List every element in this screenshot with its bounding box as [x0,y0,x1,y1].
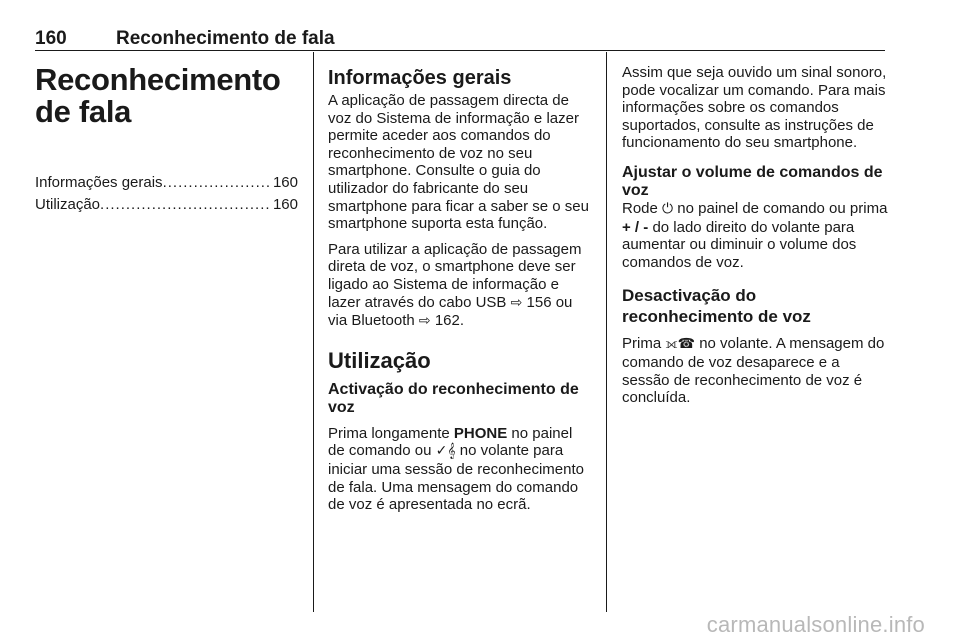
ref-arrow-icon: ⇨ [418,313,431,330]
paragraph: Prima ⟗☎ no volante. A mensagem do comando de voz desaparece e a sessão de reconhecimento de voz é concluída. [622,335,885,407]
subsection-title: Desactivação do reconhecimento de voz [622,286,811,327]
page-ref[interactable]: 156 [526,293,552,311]
toc-leader-dots [163,172,271,194]
toc-item[interactable] [35,194,298,216]
phone-button-label: PHONE [453,424,508,442]
chapter-title: Reconhecimento de fala [35,62,281,129]
volume-button-label: + / - [622,218,649,236]
column-left [35,64,298,216]
end-call-icon: ⟗☎ [665,336,696,353]
column-divider [606,52,607,612]
ref-arrow-icon: ⇨ [510,294,523,311]
running-title: Reconhecimento de fala [116,28,335,49]
section-title-usage: Utilização [328,347,431,373]
toc-leader-dots [100,194,271,216]
paragraph: Rode ⏻ no painel de comando ou prima + / - do lado direito do volante para aumentar ou diminuir o volume dos comandos de voz. [622,199,888,271]
column-middle [328,64,592,514]
paragraph: Para utilizar a aplicação de passagem direta de voz, o smartphone deve ser ligado ao Sistema de informação e lazer através do cabo USB ⇨ 156 ou via Bluetooth ⇨ 162. [328,240,582,330]
toc-item[interactable] [35,172,298,194]
column-right [622,64,888,407]
column-divider [313,52,314,612]
power-knob-icon: ⏻ [662,200,674,217]
paragraph: A aplicação de passagem directa de voz do Sistema de informação e lazer permite aceder aos comandos do reconhecimento de voz no seu smartphone. Consulte o guia do utilizador do fabricante do seu smartphone para ficar a saber se o seu smartphone suporta esta função. [328,92,589,233]
paragraph: Prima longamente PHONE no painel de comando ou ✓𝄞 no volante para iniciar uma sessão de reconhecimento de fala. Uma mensagem do comando de voz é apresentada no ecrã. [328,424,584,514]
section-title-general: Informações gerais [328,67,512,89]
page-header [35,28,885,51]
page-number: 160 [35,28,67,49]
toc-item-label: Utilização [35,196,101,213]
watermark: carmanualsonline.info [706,612,925,637]
page-ref[interactable]: 162. [434,312,465,330]
subsection-title: Ajustar o volume de comandos de voz [622,163,883,199]
toc-item-page: 160 [272,196,298,213]
voice-command-icon: ✓𝄞 [435,443,456,460]
subsection-title: Activação do reconhecimento de voz [328,380,579,416]
toc-item-page: 160 [272,174,298,191]
table-of-contents [35,172,298,216]
toc-item-label: Informações gerais [35,174,163,191]
paragraph: Assim que seja ouvido um sinal sonoro, pode vocalizar um comando. Para mais informações sobre os comandos suportados, consulte as instruções de funcionamento do seu smartphone. [622,64,887,152]
